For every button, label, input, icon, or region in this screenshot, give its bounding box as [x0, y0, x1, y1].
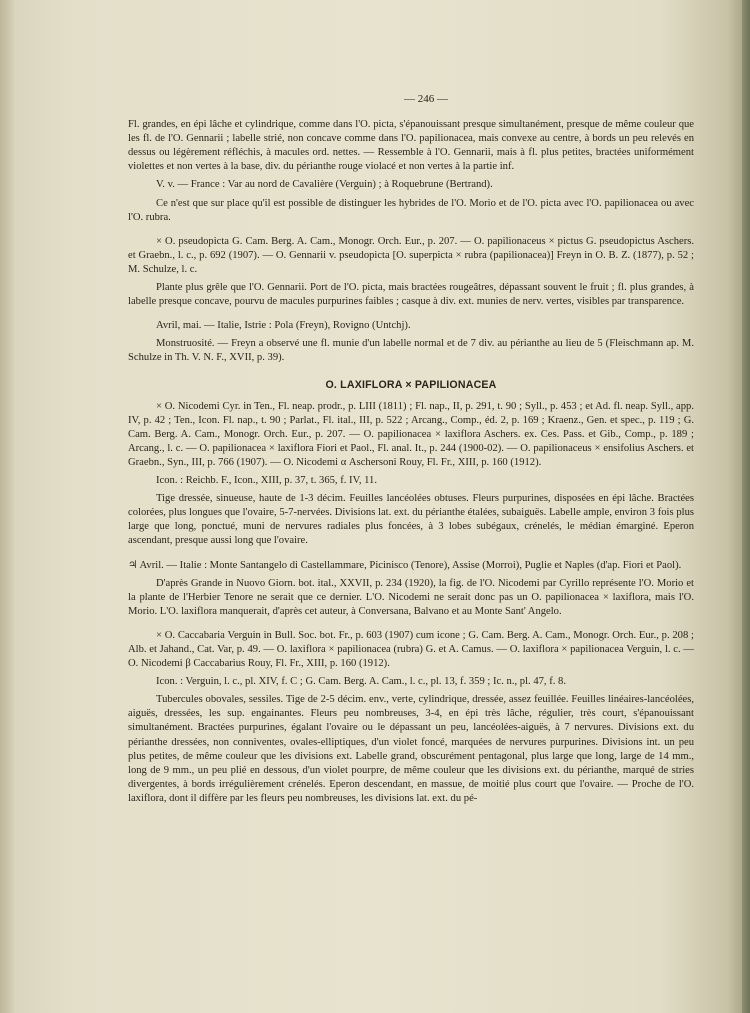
paragraph-localities-nicodemi: ♃ Avril. — Italie : Monte Santangelo di Castellammare, Picinisco (Tenore), Assise (Morroi), Puglie et Naples (d'ap. Fiori et Paol).	[128, 559, 682, 571]
book-binding	[0, 0, 14, 1013]
page-edge	[742, 0, 750, 1013]
paragraph-localities: V. v. — France : Var au nord de Cavalière (Verguin) ; à Roquebrune (Bertrand).	[156, 179, 493, 191]
paragraph-synonymy-caccabaria: × O. Caccabaria Verguin in Bull. Soc. bot. Fr., p. 603 (1907) cum icone ; G. Cam. Berg. A. Cam., Monogr. Orch. Eur., p. 208 ; Alb. et Jahand., Cat. Var, p. 49. — O. laxiflora × papilionacea (rubra) G. et A. Camus. — O. laxiflora × papilionacea Verguin, l. c. — O. Nicodemi β Caccabarius Rouy, Fl. Fr., XIII, p. 160 (1912).	[128, 629, 694, 670]
paragraph-synonymy-pseudopicta: × O. pseudopicta G. Cam. Berg. A. Cam., Monogr. Orch. Eur., p. 207. — O. papilionaceus × pictus G. pseudopictus Aschers. et Graebn., l. c., p. 692 (1907). — O. Gennarii v. pseudopicta [O. superpicta × rubra (papilionacea)] Freyn in O. B. Z. (1877), p. 52 ; M. Schulze, l. c.	[128, 235, 694, 275]
page-body	[128, 92, 694, 810]
paragraph-icon-caccabaria: Icon. : Verguin, l. c., pl. XIV, f. C ; G. Cam. Berg. A. Cam., l. c., pl. 13, f. 359 ; Ic. n., pl. 47, f. 8.	[156, 676, 566, 688]
paragraph-description-caccabaria: Tubercules obovales, sessiles. Tige de 2-5 décim. env., verte, cylindrique, dressée, assez feuillée. Feuilles linéaires-lancéolées, aiguës, dressées, les sup. engainantes. Fleurs peu nombreuses, 3-4, en épi très lâche, régulier, très court, s'épanouissant simultanément. Bractées purpurines, égalant l'ovaire ou le dépassant un peu, lancéolées-aiguës, à 7 nervures. Divisions ext. du périanthe dressées, non conniventes, ovales-elliptiques, d'un violet foncé, marquées de nervures purpurines. Divisions int. un peu plus petites, de même couleur que les divisions ext. Labelle grand, obscurément pentagonal, plus large que long, large de 14 mm., long de 9 mm., un peu plié en dessous, d'un violet pourpre, de même couleur que les divisions ext. du périanthe, marqué de stries divergentes, à bords irrégulièrement crénelés. Eperon descendant, en massue, de moitié plus court que l'ovaire. — Proche de l'O. laxiflora, dont il diffère par les fleurs peu nombreuses, les divisions lat. ext. du pé-	[128, 694, 694, 804]
paragraph-localities-pseudopicta: Avril, mai. — Italie, Istrie : Pola (Freyn), Rovigno (Untchj).	[156, 320, 411, 332]
paragraph-monstruosite: Monstruosité. — Freyn a observé une fl. munie d'un labelle normal et de 7 div. au périanthe au lieu de 5 (Fleischmann ap. M. Schulze in Th. V. N. F., XVII, p. 39).	[128, 338, 694, 364]
paragraph-description: Fl. grandes, en épi lâche et cylindrique, comme dans l'O. picta, s'épanouissant presque simultanément, presque de même couleur que les fl. de l'O. Gennarii ; labelle strié, non concave comme dans l'O. papilionacea, mais convexe au centre, à bords un peu relevés en dessus ou légèrement réfléchis, à macules ord. nettes. — Ressemble à l'O. Gennarii, mais à fl. plus petites, bractées uniformément violettes et non vertes à la base, div. du périanthe rouge violacé et non vertes à la partie inf.	[128, 119, 694, 173]
page-number: — 246 —	[404, 93, 448, 105]
section-heading: O. LAXIFLORA × PAPILIONACEA	[325, 378, 497, 391]
paragraph-synonymy-nicodemi: × O. Nicodemi Cyr. in Ten., Fl. neap. prodr., p. LIII (1811) ; Fl. nap., II, p. 291, t. 90 ; Syll., p. 453 ; et Ad. fl. neap. Syll., app. IV, p. 42 ; Ten., Icon. Fl. nap., t. 90 ; Parlat., Fl. ital., III, p. 522 ; Arcang., Comp., éd. 2, p. 169 ; Kraenz., Gen. et spec., p. 119 ; G. Cam. Berg. A. Cam., Monogr. Orch. Eur., p. 207. — O. papilionacea × laxiflora Aschers. ex. Ces. Pass. et Gib., Comp., p. 189 ; Arcang., l. c. — O. papilionacea × laxiflora Fiori et Paol., Fl. anal. It., p. 244 (1900-02). — O. papilionaceus × ensifolius Aschers. et Graebn., Syn., III, p. 766 (1907). — O. Nicodemi α Aschersoni Rouy, Fl. Fr., XIII, p. 160 (1912).	[128, 400, 694, 468]
paragraph-icon-nicodemi: Icon. : Reichb. F., Icon., XIII, p. 37, t. 365, f. IV, 11.	[156, 475, 377, 487]
paragraph-grande-note: D'après Grande in Nuovo Giorn. bot. ital., XXVII, p. 234 (1920), la fig. de l'O. Nicodemi par Cyrillo représente l'O. Morio et la plante de l'Herbier Tenore ne serait que ce dernier. L'O. Nicodemi ne serait donc pas un O. papilionacea × laxiflora, mais l'O. Morio. L'O. laxiflora manquerait, d'après cet auteur, à Conversana, Balvano et au Monte Sant' Angelo.	[128, 577, 694, 617]
paragraph-description-nicodemi: Tige dressée, sinueuse, haute de 1-3 décim. Feuilles lancéolées obtuses. Fleurs purpurines, disposées en épi lâche. Bractées colorées, plus longues que l'ovaire, 5-7-nervées. Divisions lat. ext. du périanthe étalées, subaiguës. Labelle ample, environ 3 fois plus large que long, ponctué, muni de nervures radiales plus foncées, à 3 lobes subégaux, crénelés, le médian émarginé. Eperon ascendant, presque aussi long que l'ovaire.	[128, 493, 694, 547]
paragraph-note: Ce n'est que sur place qu'il est possible de distinguer les hybrides de l'O. Morio et de l'O. picta avec l'O. papilionacea ou avec l'O. rubra.	[128, 197, 694, 223]
paragraph-description-pseudopicta: Plante plus grêle que l'O. Gennarii. Port de l'O. picta, mais bractées rougeâtres, dépassant souvent le fruit ; fl. plus grandes, à labelle presque concave, pourvu de macules purpurines faibles ; casque à div. ext. munies de nerv. vertes, visibles par transparence.	[128, 282, 694, 308]
